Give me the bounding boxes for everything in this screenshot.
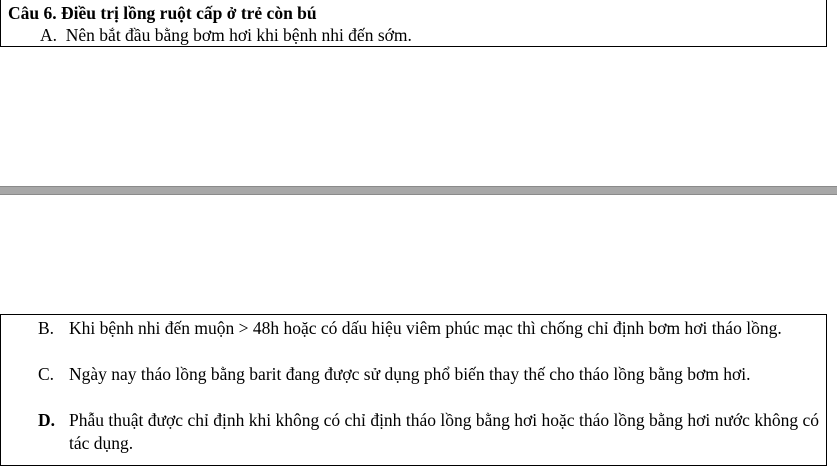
page-separator — [0, 186, 837, 195]
option-d-text: Phẫu thuật được chỉ định khi không có chỉ định tháo lồng bằng hơi hoặc tháo lồng bằng hơi nước không có tác dụng. — [69, 410, 819, 453]
question-title: Câu 6. Điều trị lồng ruột cấp ở trẻ còn bú — [8, 3, 317, 23]
option-a-letter: A. — [40, 25, 58, 45]
option-c — [38, 363, 819, 386]
option-c-letter: C. — [38, 364, 55, 384]
option-a-text: Nên bắt đầu bằng bơm hơi khi bệnh nhi đến sớm. — [65, 25, 412, 45]
option-d-letter: D. — [38, 410, 56, 430]
option-d — [38, 409, 819, 454]
option-a — [40, 25, 412, 45]
option-c-text: Ngày nay tháo lồng bằng barit đang được sử dụng phổ biến thay thế cho tháo lồng bằng bơm hơi. — [69, 364, 751, 384]
option-b-text: Khi bệnh nhi đến muộn > 48h hoặc có dấu hiệu viêm phúc mạc thì chống chỉ định bơm hơi tháo lồng. — [69, 318, 782, 338]
option-b — [38, 317, 819, 340]
option-b-letter: B. — [38, 318, 55, 338]
